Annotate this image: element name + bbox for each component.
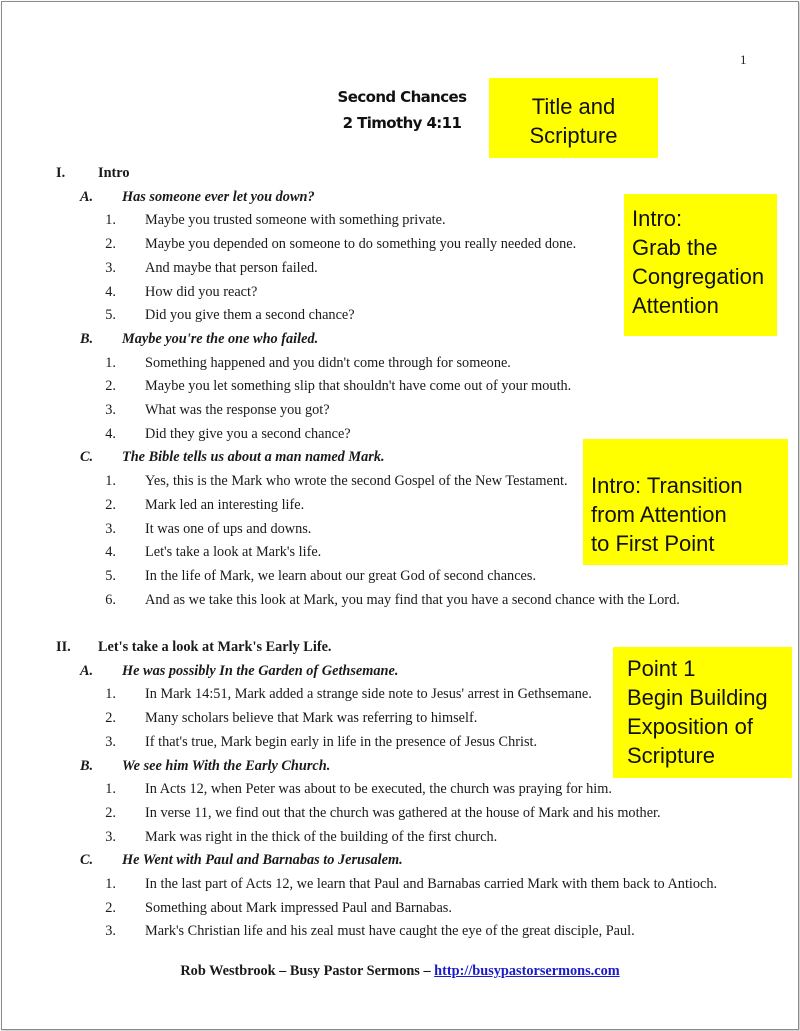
note-line: Intro: Transition: [591, 473, 743, 498]
point-text: Yes, this is the Mark who wrote the second Gospel of the New Testament.: [145, 473, 568, 490]
point-text: And as we take this look at Mark, you may find that you have a second chance with the Lord.: [145, 591, 680, 608]
sermon-title: Second Chances: [337, 88, 467, 106]
point-text: Many scholars believe that Mark was referring to himself.: [145, 710, 478, 727]
point-text: Let's take a look at Mark's life.: [145, 544, 322, 561]
point-text: What was the response you got?: [145, 402, 330, 418]
point-number: 1.: [105, 473, 116, 490]
point-number: 2.: [105, 496, 116, 513]
section-title: Let's take a look at Mark's Early Life.: [98, 639, 332, 655]
subsection-letter: B.: [80, 330, 94, 347]
point-number: 3.: [105, 733, 116, 750]
point-number: 2.: [105, 899, 116, 916]
point-number: 3.: [105, 923, 116, 940]
note-line: from Attention: [591, 502, 727, 527]
subsection-letter: C.: [80, 852, 94, 869]
point-text: Did you give them a second chance?: [145, 307, 355, 324]
point-number: 4.: [105, 544, 116, 561]
note-line: Point 1: [627, 656, 696, 681]
subsection-letter: B.: [80, 757, 94, 774]
point-number: 4.: [105, 283, 116, 300]
subsection-title: Maybe you're the one who failed.: [122, 330, 319, 347]
note-point-1: [613, 647, 792, 778]
subsection-letter: A.: [80, 188, 94, 205]
note-title-scripture: [489, 78, 658, 158]
point-number: 1.: [105, 876, 116, 892]
note-line: Scripture: [529, 123, 618, 148]
point-text: If that's true, Mark begin early in life in the presence of Jesus Christ.: [145, 733, 538, 750]
point-text: Maybe you let something slip that shouldn't have come out of your mouth.: [145, 378, 572, 395]
point-number: 5.: [105, 307, 116, 324]
point-number: 1.: [105, 781, 116, 798]
subsection-letter: A.: [80, 662, 94, 679]
section-title: Intro: [98, 165, 130, 181]
note-line: Begin Building: [627, 685, 768, 710]
point-number: 3.: [105, 828, 116, 845]
point-text: In the last part of Acts 12, we learn that Paul and Barnabas carried Mark with them back to Antioch.: [145, 876, 718, 892]
subsection-title: The Bible tells us about a man named Mark.: [122, 449, 385, 466]
page-footer: [2, 963, 798, 980]
point-text: Mark's Christian life and his zeal must have caught the eye of the great disciple, Paul.: [145, 923, 635, 940]
point-text: Something about Mark impressed Paul and Barnabas.: [145, 899, 452, 916]
point-text: How did you react?: [145, 283, 258, 300]
point-number: 3.: [105, 259, 116, 276]
subsection-title: He was possibly In the Garden of Gethsemane.: [122, 662, 399, 679]
note-line: Title and: [531, 94, 616, 119]
point-number: 3.: [105, 520, 116, 537]
point-number: 1.: [105, 354, 116, 371]
sermon-scripture: 2 Timothy 4:11: [342, 114, 462, 132]
point-text: It was one of ups and downs.: [145, 520, 312, 537]
point-text: Mark led an interesting life.: [145, 496, 305, 513]
note-line: Grab the: [632, 235, 718, 260]
note-line: Exposition of: [627, 714, 753, 739]
note-line: Intro:: [632, 206, 683, 231]
point-text: Maybe you trusted someone with something private.: [145, 212, 446, 229]
point-text: In verse 11, we find out that the church was gathered at the house of Mark and his mother.: [145, 804, 661, 821]
point-text: In Mark 14:51, Mark added a strange side note to Jesus' arrest in Gethsemane.: [145, 686, 592, 703]
point-number: 2.: [105, 710, 116, 727]
point-number: 4.: [105, 425, 116, 442]
note-line: Scripture: [627, 743, 716, 768]
point-number: 5.: [105, 567, 116, 584]
point-number: 1.: [105, 212, 116, 229]
point-text: In Acts 12, when Peter was about to be executed, the church was praying for him.: [145, 781, 612, 798]
subsection-title: We see him With the Early Church.: [122, 757, 331, 774]
point-text: And maybe that person failed.: [145, 259, 318, 276]
point-text: Did they give you a second chance?: [145, 425, 351, 442]
point-text: In the life of Mark, we learn about our great God of second chances.: [145, 567, 537, 584]
note-intro-attention: [624, 194, 777, 336]
footer-website-link[interactable]: http://busypastorsermons.com: [434, 963, 620, 979]
subsection-title: Has someone ever let you down?: [122, 188, 315, 205]
note-line: to First Point: [591, 531, 715, 556]
section-number: II.: [56, 639, 71, 655]
point-number: 1.: [105, 686, 116, 703]
point-number: 3.: [105, 402, 116, 418]
point-number: 2.: [105, 804, 116, 821]
point-text: Something happened and you didn't come through for someone.: [145, 354, 511, 371]
page-number: 1: [740, 52, 747, 67]
point-number: 2.: [105, 236, 116, 253]
point-text: Mark was right in the thick of the building of the first church.: [145, 828, 498, 845]
point-number: 2.: [105, 378, 116, 395]
footer-author: Rob Westbrook – Busy Pastor Sermons –: [180, 963, 435, 979]
note-line: Attention: [632, 293, 719, 318]
note-intro-transition: [583, 439, 788, 565]
note-line: Congregation: [632, 264, 765, 289]
point-number: 6.: [105, 591, 116, 608]
document-page: [1, 1, 799, 1030]
subsection-letter: C.: [80, 449, 94, 466]
section-number: I.: [56, 165, 66, 181]
point-text: Maybe you depended on someone to do something you really needed done.: [145, 236, 577, 253]
subsection-title: He Went with Paul and Barnabas to Jerusalem.: [122, 852, 403, 869]
